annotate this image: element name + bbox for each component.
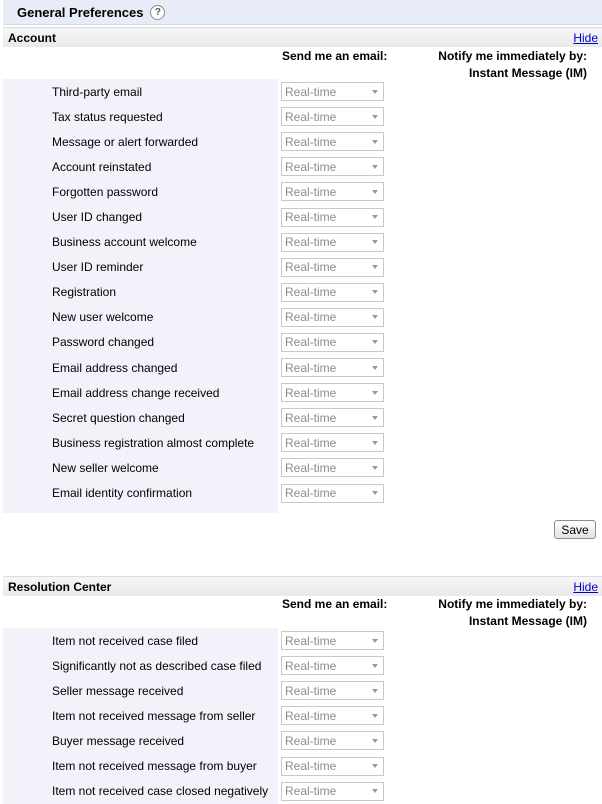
- column-header-email: Send me an email:: [282, 597, 388, 611]
- preference-label: Item not received case closed negatively: [3, 779, 278, 804]
- preference-label: Business account welcome: [3, 230, 278, 255]
- preference-row: [3, 179, 602, 204]
- chevron-down-icon: [372, 739, 378, 743]
- select-value: Real-time: [285, 335, 337, 350]
- select-value: Real-time: [285, 310, 337, 325]
- email-frequency-select[interactable]: [281, 157, 384, 176]
- chevron-down-icon: [372, 714, 378, 718]
- label-column-padding: [3, 506, 278, 513]
- select-value: Real-time: [285, 285, 337, 300]
- section-title-resolution-center: Resolution Center: [8, 579, 112, 594]
- preference-label: Registration: [3, 280, 278, 305]
- email-frequency-select[interactable]: [281, 383, 384, 402]
- preference-label: Item not received message from buyer: [3, 753, 278, 778]
- select-value: Real-time: [285, 633, 337, 648]
- preference-label: Account reinstated: [3, 154, 278, 179]
- select-value: Real-time: [285, 385, 337, 400]
- select-value: Real-time: [285, 184, 337, 199]
- preference-label: Buyer message received: [3, 728, 278, 753]
- preference-row: [3, 330, 602, 355]
- select-value: Real-time: [285, 784, 337, 799]
- preference-label: Seller message received: [3, 678, 278, 703]
- preference-row: [3, 255, 602, 280]
- select-value: Real-time: [285, 210, 337, 225]
- preference-row: [3, 455, 602, 480]
- column-header-im-line1: Notify me immediately by:: [438, 49, 587, 63]
- email-frequency-select[interactable]: [281, 433, 384, 452]
- select-value: Real-time: [285, 159, 337, 174]
- preference-row: [3, 280, 602, 305]
- email-frequency-select[interactable]: [281, 782, 384, 801]
- select-value: Real-time: [285, 683, 337, 698]
- resolution-center-preferences-list: [3, 628, 602, 804]
- preference-row: [3, 230, 602, 255]
- column-header-im: [438, 48, 587, 82]
- preference-row: [3, 405, 602, 430]
- preference-label: Tax status requested: [3, 104, 278, 129]
- column-header-email: Send me an email:: [282, 49, 388, 63]
- select-value: Real-time: [285, 733, 337, 748]
- select-value: Real-time: [285, 658, 337, 673]
- email-frequency-select[interactable]: [281, 82, 384, 101]
- email-frequency-select[interactable]: [281, 308, 384, 327]
- chevron-down-icon: [372, 639, 378, 643]
- select-value: Real-time: [285, 134, 337, 149]
- preference-row: [3, 305, 602, 330]
- select-value: Real-time: [285, 708, 337, 723]
- column-header-im-line2: Instant Message (IM): [468, 614, 587, 628]
- email-frequency-select[interactable]: [281, 631, 384, 650]
- chevron-down-icon: [372, 416, 378, 420]
- chevron-down-icon: [372, 140, 378, 144]
- chevron-down-icon: [372, 315, 378, 319]
- chevron-down-icon: [372, 165, 378, 169]
- chevron-down-icon: [372, 491, 378, 495]
- email-frequency-select[interactable]: [281, 731, 384, 750]
- email-frequency-select[interactable]: [281, 484, 384, 503]
- email-frequency-select[interactable]: [281, 706, 384, 725]
- preference-label: Third-party email: [3, 79, 278, 104]
- preference-row: [3, 355, 602, 380]
- chevron-down-icon: [372, 215, 378, 219]
- select-value: Real-time: [285, 360, 337, 375]
- chevron-down-icon: [372, 90, 378, 94]
- email-frequency-select[interactable]: [281, 283, 384, 302]
- section-title-account: Account: [8, 30, 56, 45]
- select-value: Real-time: [285, 759, 337, 774]
- preference-label: User ID changed: [3, 204, 278, 229]
- chevron-down-icon: [372, 664, 378, 668]
- preference-label: Password changed: [3, 330, 278, 355]
- chevron-down-icon: [372, 366, 378, 370]
- hide-account-link[interactable]: Hide: [573, 30, 598, 45]
- email-frequency-select[interactable]: [281, 681, 384, 700]
- preference-label: New seller welcome: [3, 455, 278, 480]
- preference-row: [3, 430, 602, 455]
- email-frequency-select[interactable]: [281, 408, 384, 427]
- select-value: Real-time: [285, 235, 337, 250]
- email-frequency-select[interactable]: [281, 757, 384, 776]
- preference-row: [3, 481, 602, 506]
- select-value: Real-time: [285, 435, 337, 450]
- chevron-down-icon: [372, 764, 378, 768]
- preference-row: [3, 678, 602, 703]
- preference-row: [3, 628, 602, 653]
- email-frequency-select[interactable]: [281, 258, 384, 277]
- preference-row: [3, 154, 602, 179]
- chevron-down-icon: [372, 190, 378, 194]
- preference-label: Significantly not as described case filed: [3, 653, 278, 678]
- chevron-down-icon: [372, 290, 378, 294]
- chevron-down-icon: [372, 115, 378, 119]
- preference-row: [3, 79, 602, 104]
- account-preferences-list: [3, 79, 602, 513]
- select-value: Real-time: [285, 109, 337, 124]
- section-header-account: [3, 27, 602, 47]
- hide-resolution-center-link[interactable]: Hide: [573, 579, 598, 594]
- preference-row: [3, 204, 602, 229]
- preference-label: Forgotten password: [3, 179, 278, 204]
- preference-row: [3, 129, 602, 154]
- preference-row: [3, 380, 602, 405]
- email-frequency-select[interactable]: [281, 333, 384, 352]
- preference-label: Email address changed: [3, 355, 278, 380]
- select-value: Real-time: [285, 486, 337, 501]
- chevron-down-icon: [372, 689, 378, 693]
- chevron-down-icon: [372, 789, 378, 793]
- column-header-im-line1: Notify me immediately by:: [438, 597, 587, 611]
- email-frequency-select[interactable]: [281, 182, 384, 201]
- select-value: Real-time: [285, 260, 337, 275]
- preference-label: Email identity confirmation: [3, 481, 278, 506]
- preference-label: Item not received case filed: [3, 628, 278, 653]
- column-header-im: [438, 596, 587, 630]
- section-header-resolution-center: [3, 576, 602, 596]
- select-value: Real-time: [285, 410, 337, 425]
- preference-label: New user welcome: [3, 305, 278, 330]
- save-button[interactable]: Save: [554, 520, 596, 539]
- email-frequency-select[interactable]: [281, 208, 384, 227]
- email-frequency-select[interactable]: [281, 656, 384, 675]
- preference-label: User ID reminder: [3, 255, 278, 280]
- chevron-down-icon: [372, 391, 378, 395]
- column-header-im-line2: Instant Message (IM): [468, 66, 587, 80]
- chevron-down-icon: [372, 265, 378, 269]
- email-frequency-select[interactable]: [281, 233, 384, 252]
- general-preferences-header: [3, 0, 602, 25]
- chevron-down-icon: [372, 340, 378, 344]
- preference-label: Message or alert forwarded: [3, 129, 278, 154]
- select-value: Real-time: [285, 84, 337, 99]
- preference-row: [3, 104, 602, 129]
- chevron-down-icon: [372, 466, 378, 470]
- email-frequency-select[interactable]: [281, 458, 384, 477]
- question-circle-icon[interactable]: ?: [150, 5, 165, 20]
- chevron-down-icon: [372, 240, 378, 244]
- chevron-down-icon: [372, 441, 378, 445]
- select-value: Real-time: [285, 460, 337, 475]
- email-frequency-select[interactable]: [281, 132, 384, 151]
- preference-row: [3, 753, 602, 778]
- email-frequency-select[interactable]: [281, 358, 384, 377]
- preference-label: Business registration almost complete: [3, 430, 278, 455]
- preference-label: Item not received message from seller: [3, 703, 278, 728]
- preference-row: [3, 703, 602, 728]
- preference-label: Secret question changed: [3, 405, 278, 430]
- page-title: General Preferences: [17, 4, 144, 20]
- email-frequency-select[interactable]: [281, 107, 384, 126]
- preference-label: Email address change received: [3, 380, 278, 405]
- preference-row: [3, 653, 602, 678]
- preference-row: [3, 728, 602, 753]
- rows-bottom-padding: [3, 506, 602, 513]
